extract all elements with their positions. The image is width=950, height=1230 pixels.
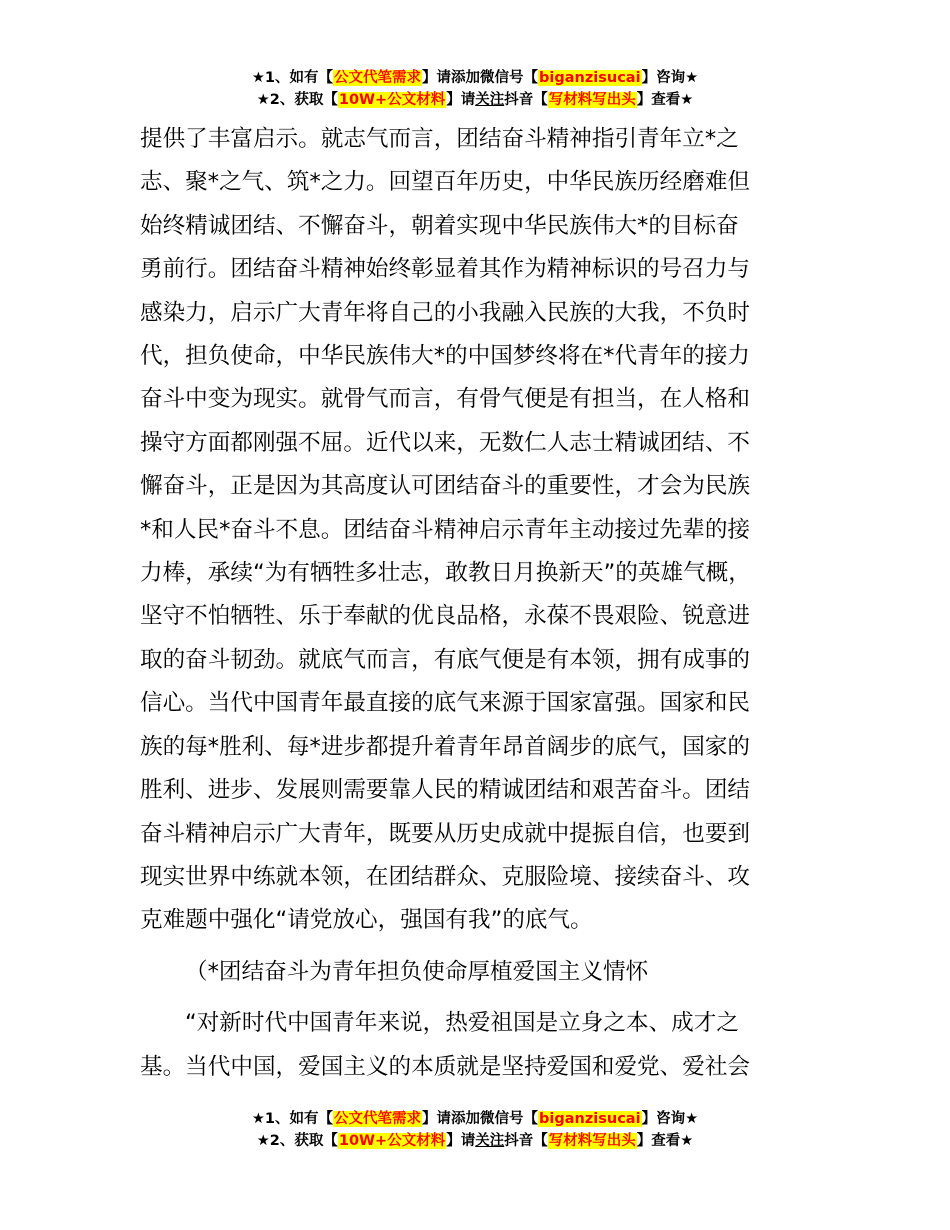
- header-banner: [0, 67, 950, 111]
- wechat-label: 微信号【: [480, 1111, 539, 1127]
- footer-line-2-suffix: 】查看★: [636, 1133, 694, 1149]
- body-line: 始终精诚团结、不懈奋斗，朝着实现中华民族伟大*的目标奋: [140, 212, 739, 239]
- footer-line-2-prefix: ★2、获取【: [256, 1133, 338, 1149]
- follow-underlined: 关注: [475, 92, 505, 108]
- document-body: [140, 118, 830, 1089]
- body-line: 现实世界中练就本领，在团结群众、克服险境、接续奋斗、攻: [140, 863, 751, 890]
- body-line: 奋斗精神启示广大青年，既要从历史成就中提振自信，也要到: [140, 820, 751, 847]
- body-line: 操守方面都刚强不屈。近代以来，无数仁人志士精诚团结、不: [140, 429, 751, 456]
- body-line: 奋斗中变为现实。就骨气而言，有骨气便是有担当，在人格和: [140, 386, 751, 413]
- body-line: 志、聚*之气、筑*之力。回望百年历史，中华民族历经磨难但: [140, 169, 751, 196]
- body-line: 坚守不怕牺牲、乐于奉献的优良品格，永葆不畏艰险、锐意进: [140, 603, 751, 630]
- wechat-label: 微信号【: [480, 70, 539, 86]
- header-line-1-prefix: ★1、如有【: [251, 70, 334, 86]
- header-line-2-prefix: ★2、获取【: [256, 92, 338, 108]
- footer-line-2-middle-2: 抖音【: [504, 1133, 548, 1149]
- footer-line-1-middle: 】请添加: [422, 1111, 481, 1127]
- body-line: 基。当代中国，爱国主义的本质就是坚持爱国和爱党、爱社会: [140, 1053, 751, 1080]
- footer-line-1: [0, 1108, 950, 1130]
- ghostwriting-highlight: 公文代笔需求: [334, 70, 422, 86]
- header-line-2-middle: 】请: [446, 92, 476, 108]
- douyin-account-highlight: 写材料写出头: [548, 1133, 636, 1149]
- footer-line-1-suffix: 】咨询★: [641, 1111, 699, 1127]
- follow-underlined: 关注: [475, 1133, 505, 1149]
- header-line-1-middle: 】请添加: [422, 70, 481, 86]
- header-line-2-middle-2: 抖音【: [504, 92, 548, 108]
- body-line: 克难题中强化“请党放心，强国有我”的底气。: [140, 907, 593, 934]
- body-line: 勇前行。团结奋斗精神始终彰显着其作为精神标识的号召力与: [140, 256, 751, 283]
- materials-highlight: 10W+公文材料: [338, 1133, 446, 1149]
- body-line: “对新时代中国青年来说，热爱祖国是立身之本、成才之: [185, 1010, 739, 1037]
- body-line: 族的每*胜利、每*进步都提升着青年昂首阔步的底气，国家的: [140, 733, 751, 760]
- body-line: 胜利、进步、发展则需要靠人民的精诚团结和艰苦奋斗。团结: [140, 777, 751, 804]
- body-line: *和人民*奋斗不息。团结奋斗精神启示青年主动接过先辈的接: [140, 516, 751, 543]
- materials-highlight: 10W+公文材料: [338, 92, 446, 108]
- footer-line-2: [0, 1130, 950, 1152]
- wechat-id-highlight: biganzisucai: [539, 70, 641, 86]
- ghostwriting-highlight: 公文代笔需求: [334, 1111, 422, 1127]
- header-line-2-suffix: 】查看★: [636, 92, 694, 108]
- body-line: 力棒，承续“为有牺牲多壮志，敢教日月换新天”的英雄气概，: [140, 560, 751, 587]
- header-line-1-suffix: 】咨询★: [641, 70, 699, 86]
- section-heading: （*团结奋斗为青年担负使命厚植爱国主义情怀: [185, 958, 649, 985]
- header-line-2: [0, 89, 950, 111]
- footer-banner: [0, 1108, 950, 1152]
- douyin-account-highlight: 写材料写出头: [548, 92, 636, 108]
- body-line: 懈奋斗，正是因为其高度认可团结奋斗的重要性，才会为民族: [140, 473, 751, 500]
- body-line: 提供了丰富启示。就志气而言，团结奋斗精神指引青年立*之: [140, 126, 739, 152]
- body-line: 取的奋斗韧劲。就底气而言，有底气便是有本领，拥有成事的: [140, 646, 751, 673]
- footer-line-1-prefix: ★1、如有【: [251, 1111, 334, 1127]
- wechat-id-highlight: biganzisucai: [539, 1111, 641, 1127]
- body-line: 感染力，启示广大青年将自己的小我融入民族的大我，不负时: [140, 299, 751, 326]
- header-line-1: [0, 67, 950, 89]
- body-line: 代，担负使命，中华民族伟大*的中国梦终将在*代青年的接力: [140, 343, 751, 370]
- footer-line-2-middle: 】请: [446, 1133, 476, 1149]
- body-line: 信心。当代中国青年最直接的底气来源于国家富强。国家和民: [140, 690, 751, 717]
